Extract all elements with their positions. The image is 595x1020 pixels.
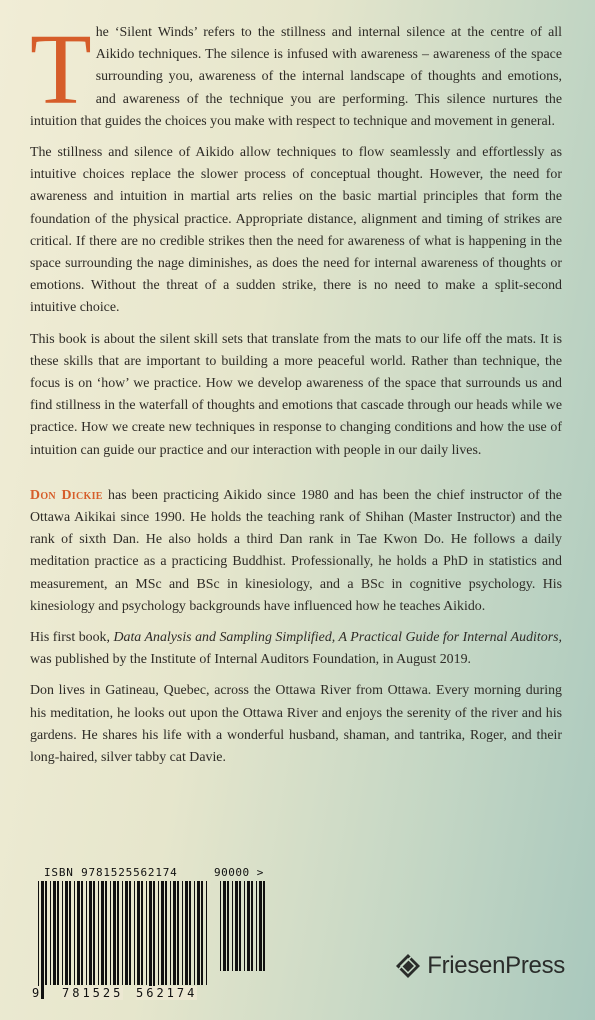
barcode-bar <box>161 881 164 985</box>
barcode-bar <box>89 881 92 985</box>
intro-paragraph-1 <box>30 13 562 133</box>
barcode-bar <box>117 881 119 985</box>
barcode-bar <box>113 881 116 985</box>
barcode-bar <box>153 881 155 999</box>
barcode-bar <box>247 881 250 971</box>
barcode-bar <box>251 881 253 971</box>
barcode-bar <box>201 881 203 985</box>
price-barcode <box>214 866 274 996</box>
barcode-bar <box>194 881 195 985</box>
intro-paragraph-2: The stillness and silence of Aikido allow techniques to flow seamlessly and effortlessly as intuitive choices replace the slower process of conceptual thought. However, the need for awareness and intuition in martial arts relies on the basic martial principles that form the foundation of the physical practice. Appropriate distance, alignment and timing of strikes are critical. If there are no credible strikes then the need for awareness of what is happening in the space surrounding the nage diminishes, as does the need for internal awareness of thoughts or emotions. Without the threat of a sudden strike, there is no need to make a split-second intuitive choice. <box>30 145 562 316</box>
barcode-bar <box>235 881 238 971</box>
barcode-bar <box>206 881 207 985</box>
barcode-bar <box>197 881 200 985</box>
price-barcode-bars <box>214 881 270 991</box>
isbn-digit-first: 9 <box>32 986 40 1000</box>
back-cover-text <box>30 13 562 778</box>
barcode-bar <box>53 881 56 985</box>
friesenpress-diamond-icon <box>395 953 421 979</box>
barcode-bar <box>220 881 221 971</box>
barcode-bar <box>129 881 131 985</box>
author-bio-1-text: has been practicing Aikido since 1980 and has been the chief instructor of the Ottawa Aikikai since 1990. He holds the teaching rank of Shihan (Master Instructor) and the rank of sixth Dan. He also holds a third Dan rank in Tae Kwon Do. He follows a daily meditation practice as a practicing Buddhist. Professionally, he holds a PhD in statistics and measurement, an MSc and BSc in kinesiology, and a BSc in cognitive psychology. His kinesiology and psychology backgrounds have influenced how he teaches Aikido. <box>30 487 562 614</box>
bio-2-end: was published by the Institute of Internal Auditors Foundation, in August 2019. <box>30 652 471 668</box>
barcode-bar <box>263 881 265 971</box>
author-name: Don Dickie <box>30 487 103 503</box>
barcode-bar <box>38 881 39 999</box>
barcode-bar <box>244 881 245 971</box>
barcode-bar <box>223 881 226 971</box>
paragraph-1-text: he ‘Silent Winds’ refers to the stillness and internal silence at the centre of all Aikido techniques. The silence is infused with awareness – awareness of the space surrounding you, awareness of the internal landscape of thoughts and emotions, and awareness of the technique you are performing. This silence nurtures the intuition that guides the choices you make with respect to technique and movement in general. <box>30 25 562 129</box>
publisher-logo <box>395 952 565 980</box>
barcode-bar <box>232 881 233 971</box>
barcode-bar <box>259 881 262 971</box>
barcode-bar <box>146 881 147 985</box>
price-code: 90000 > <box>214 866 264 879</box>
barcode-bar <box>189 881 191 985</box>
barcode-bar <box>227 881 229 971</box>
barcode-bar <box>173 881 176 985</box>
barcode-bar <box>158 881 159 985</box>
barcode-bar <box>122 881 123 985</box>
barcode-bar <box>41 881 44 999</box>
drop-cap: T <box>30 13 92 125</box>
barcode-bar <box>256 881 257 971</box>
barcode-bar <box>74 881 75 985</box>
barcode-bar <box>81 881 83 985</box>
barcode-bar <box>141 881 143 985</box>
barcode-bar <box>50 881 51 985</box>
barcode-bar <box>98 881 99 985</box>
isbn-digits-left: 781525 <box>62 986 124 1000</box>
author-bio-3: Don lives in Gatineau, Quebec, across the Ottawa River from Ottawa. Every morning during his meditation, he looks out upon the Ottawa River and enjoys the serenity of the river and his gardens. He shares his life with a wonderful husband, shaman, and tantrika, Roger, and their long-haired, silver tabby cat Davie. <box>30 683 562 766</box>
barcode-bar <box>177 881 179 985</box>
barcode-bar <box>182 881 183 985</box>
isbn-label: ISBN 9781525562174 <box>44 866 178 879</box>
barcode-bar <box>69 881 71 985</box>
barcode-bar <box>239 881 241 971</box>
isbn-digits-right: 562174 <box>136 986 198 1000</box>
barcode-bar <box>86 881 87 985</box>
barcode-bar <box>93 881 95 985</box>
barcode-bar <box>77 881 80 985</box>
barcode-bar <box>65 881 68 985</box>
barcode-bar <box>134 881 135 985</box>
barcode-bar <box>170 881 171 985</box>
barcode-bar <box>137 881 140 985</box>
barcode-bar <box>57 881 59 985</box>
bio-2-start: His first book, <box>30 630 114 646</box>
barcode-bar <box>165 881 167 985</box>
barcode-bar <box>149 881 152 999</box>
barcode-bar <box>62 881 63 985</box>
section-gap <box>30 471 562 485</box>
isbn-barcode <box>32 866 274 1016</box>
book-title: Data Analysis and Sampling Simplified, A Practical Guide for Internal Auditors, <box>113 630 562 646</box>
barcode-bar <box>101 881 104 985</box>
publisher-name: FriesenPress <box>427 952 565 979</box>
barcode-bar <box>110 881 111 985</box>
author-bio-1 <box>30 485 562 618</box>
barcode-bar <box>45 881 47 985</box>
author-bio-2 <box>30 627 562 671</box>
intro-paragraph-3: This book is about the silent skill sets that translate from the mats to our life off the mats. It is these skills that are important to building a more peaceful world. Rather than technique, the focus is on ‘how’ we practice. How we develop awareness of the space that surrounds us and find stillness in the waterfall of thoughts and emotions that cascade through our heads while we practice. How we create new techniques in response to changing conditions and how the use of intuition can guide our practice and our interaction with people in our daily lives. <box>30 331 562 458</box>
barcode-bar <box>125 881 128 985</box>
barcode-bar <box>105 881 107 985</box>
barcode-bar <box>185 881 188 985</box>
